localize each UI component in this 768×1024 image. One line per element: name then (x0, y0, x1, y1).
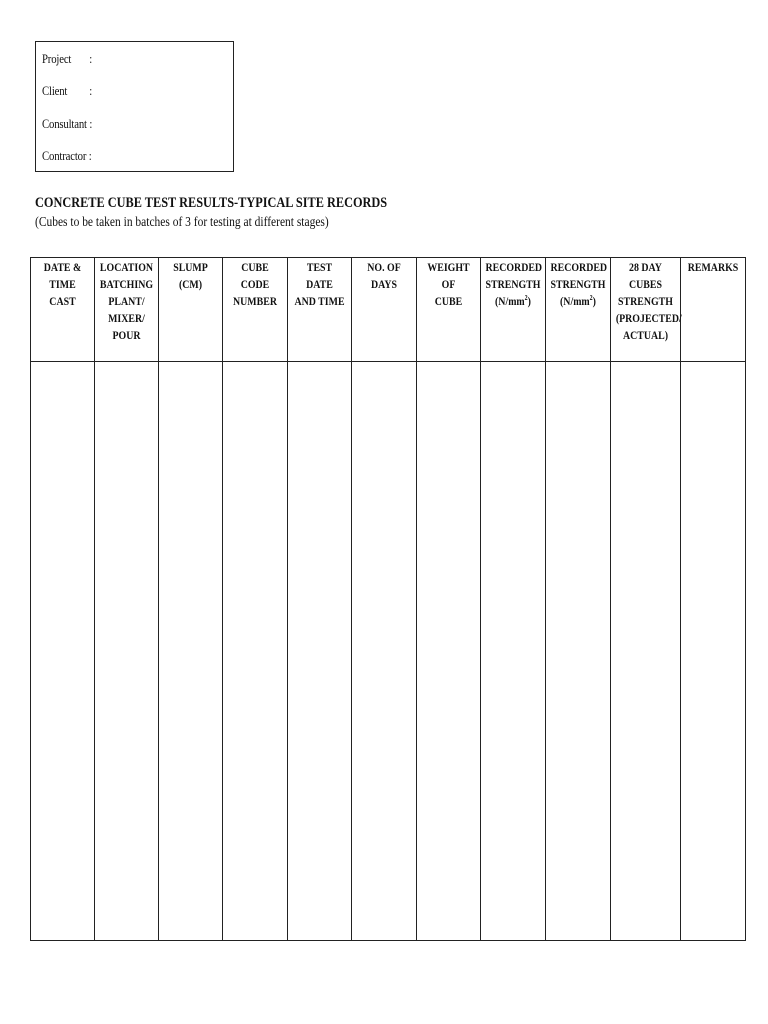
client-colon: : (89, 84, 93, 98)
project-info-box (35, 41, 234, 172)
cell-recorded-strength-1[interactable] (481, 362, 546, 941)
header-recorded-strength-2: RECORDED STRENGTH $(N/mm^2)$ (546, 258, 611, 362)
cell-no-of-days[interactable] (352, 362, 417, 941)
header-remarks: REMARKS (681, 258, 746, 362)
table-row (31, 362, 746, 941)
header-date-time-cast: DATE & TIME CAST (31, 258, 95, 362)
header-slump: SLUMP (CM) (159, 258, 223, 362)
cell-cube-code[interactable] (223, 362, 288, 941)
client-line (42, 84, 92, 99)
cell-remarks[interactable] (681, 362, 746, 941)
project-line (42, 52, 92, 67)
header-location: LOCATION BATCHING PLANT/ MIXER/ POUR (95, 258, 159, 362)
cell-recorded-strength-2[interactable] (546, 362, 611, 941)
header-weight-of-cube: WEIGHT OF CUBE (417, 258, 481, 362)
page-title: CONCRETE CUBE TEST RESULTS-TYPICAL SITE RECORDS (35, 195, 388, 211)
page-subtitle: (Cubes to be taken in batches of 3 for testing at different stages) (35, 215, 329, 230)
project-label: Project (42, 52, 72, 66)
header-test-date: TEST DATE AND TIME (288, 258, 352, 362)
cell-test-date[interactable] (288, 362, 352, 941)
cell-28-day-strength[interactable] (611, 362, 681, 941)
cell-weight-of-cube[interactable] (417, 362, 481, 941)
cube-test-records-table (30, 257, 746, 941)
contractor-label: Contractor : (42, 149, 92, 163)
consultant-label: Consultant : (42, 117, 93, 131)
table-header-row (31, 258, 746, 362)
client-label: Client (42, 84, 68, 98)
header-28-day-strength: 28 DAY CUBES STRENGTH (PROJECTED/ ACTUAL) (611, 258, 681, 362)
cell-slump[interactable] (159, 362, 223, 941)
header-recorded-strength-1: RECORDED STRENGTH $(N/mm^2)$ (481, 258, 546, 362)
contractor-line (42, 149, 92, 164)
cell-location[interactable] (95, 362, 159, 941)
cell-date-time-cast[interactable] (31, 362, 95, 941)
header-no-of-days: NO. OF DAYS (352, 258, 417, 362)
consultant-line (42, 117, 92, 132)
header-cube-code: CUBE CODE NUMBER (223, 258, 288, 362)
project-colon: : (89, 52, 93, 66)
